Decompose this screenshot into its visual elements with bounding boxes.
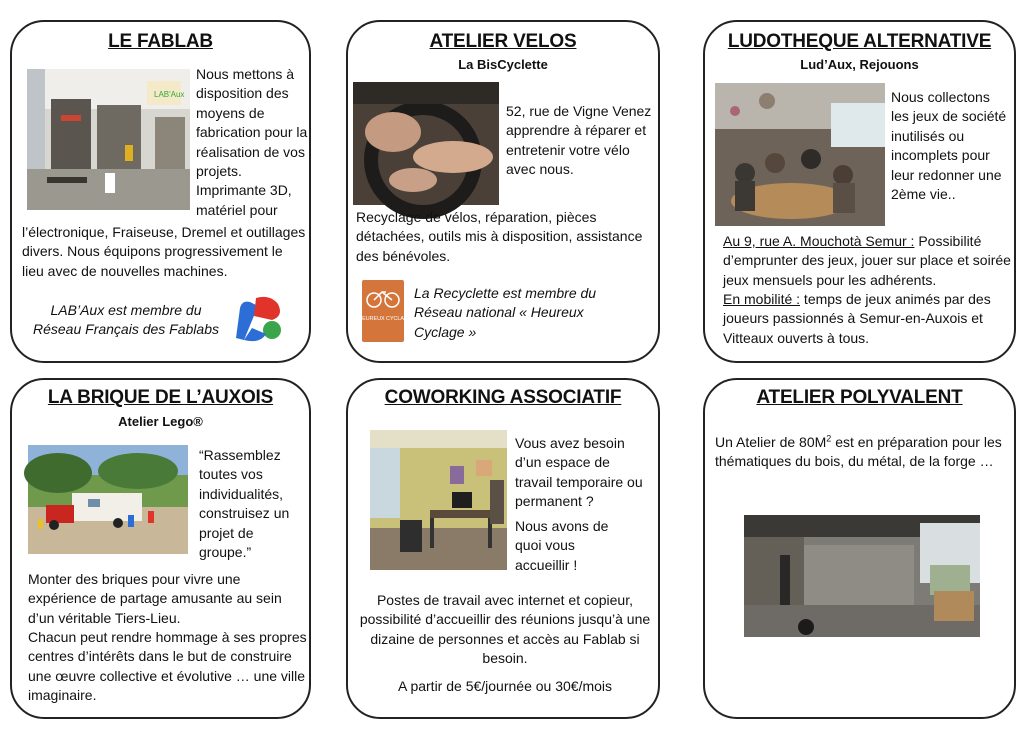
card-atelier-polyvalent [703, 378, 1016, 719]
address-text: Possibilité d’emprunter des jeux, jouer sur place et soirée jeux mensuels pour les adhérents. [723, 233, 1011, 288]
card-subtitle: Lud’Aux, Rejouons [800, 57, 919, 72]
ludotheque-mobility-block [723, 290, 1013, 348]
velos-side-text: 52, rue de Vigne Venez apprendre à réparer et entretenir votre vélo avec nous. [506, 103, 652, 178]
card-title: LUDOTHEQUE ALTERNATIVE [727, 31, 992, 52]
workshop-photo [744, 515, 980, 637]
card-title: LA BRIQUE DE L’AUXOIS [47, 387, 274, 408]
card-title: ATELIER POLYVALENT [756, 387, 963, 408]
card-subtitle: La BisCyclette [458, 57, 548, 72]
polyvalent-text-1: Un Atelier de 80M [715, 434, 827, 450]
address-label: Au 9, rue A. Mouchotà Semur : [723, 233, 915, 249]
brique-bottom-text-2: Chacun peut rendre hommage à ses propres centres d’intérêts dans le but de construire une œuvre collective et évolutive … une ville imaginaire. [28, 629, 307, 704]
fablab-bottom-text: l’électronique, Fraiseuse, Dremel et outillages divers. Nous équipons progressivement le lieu avec de nouvelles machines. [22, 224, 306, 279]
fablab-membership: LAB’Aux est membre du Réseau Français des Fablabs [33, 302, 219, 338]
card-subtitle: Atelier Lego® [118, 414, 203, 429]
card-atelier-velos [346, 20, 660, 363]
coworking-side-text-1: Vous avez besoin d’un espace de travail temporaire ou permanent ? [515, 435, 643, 510]
card-title: COWORKING ASSOCIATIF [384, 387, 622, 408]
card-ludotheque [703, 20, 1016, 363]
ludotheque-address-block [723, 232, 1013, 290]
card-coworking [346, 378, 660, 719]
sign-text: LAB'Aux [154, 90, 185, 99]
brique-bottom-text-1: Monter des briques pour vivre une expérience de partage amusante au sein d’un véritable Tiers-Lieu. [28, 571, 282, 626]
ludotheque-photo [715, 83, 885, 226]
card-title: ATELIER VELOS [429, 31, 577, 52]
fablab-photo [27, 69, 190, 210]
polyvalent-text-2: est en préparation pour les thématiques du bois, du métal, de la forge … [715, 434, 1002, 470]
coworking-bottom-text: Postes de travail avec internet et copieur, possibilité d’accueillir des réunions jusqu’à une dizaine de personnes et accès au Fablab si besoin. [359, 592, 651, 667]
card-title: LE FABLAB [108, 31, 213, 52]
polyvalent-text-sup: 2 [826, 433, 832, 444]
coworking-photo [370, 430, 507, 570]
mobility-text: temps de jeux animés par des joueurs passionnés à Semur-en-Auxois et Vitteaux ouverts à tous. [723, 291, 991, 346]
logo-text: L'HEUREUX CYCLAGE [354, 316, 412, 322]
card-fablab [10, 20, 311, 363]
heureux-cyclage-logo [354, 280, 412, 342]
lego-photo [28, 445, 188, 554]
card-brique [10, 378, 311, 719]
coworking-price: A partir de 5€/journée ou 30€/mois [397, 678, 613, 694]
ludotheque-side-text: Nous collectons les jeux de société inutilisés ou incomplets pour leur redonner une 2ème vie.. [891, 89, 1007, 203]
fablab-side-text: Nous mettons à disposition des moyens de fabrication pour la réalisation de vos projets. Imprimante 3D, matériel pour [196, 66, 308, 218]
velos-membership: La Recyclette est membre du Réseau national « Heureux Cyclage » [414, 285, 597, 340]
velos-bottom-text: Recyclage de vélos, réparation, pièces détachées, outils mis à disposition, assistance des bénévoles. [356, 209, 643, 264]
mobility-label: En mobilité : [723, 291, 801, 307]
coworking-side-text-2: Nous avons de quoi vous accueillir ! [515, 518, 609, 573]
velos-photo [353, 82, 499, 205]
reseau-fablab-logo [230, 294, 286, 344]
brique-quote: “Rassemblez toutes vos individualités, construisez un projet de groupe.” [199, 447, 290, 561]
polyvalent-text [715, 433, 1013, 472]
